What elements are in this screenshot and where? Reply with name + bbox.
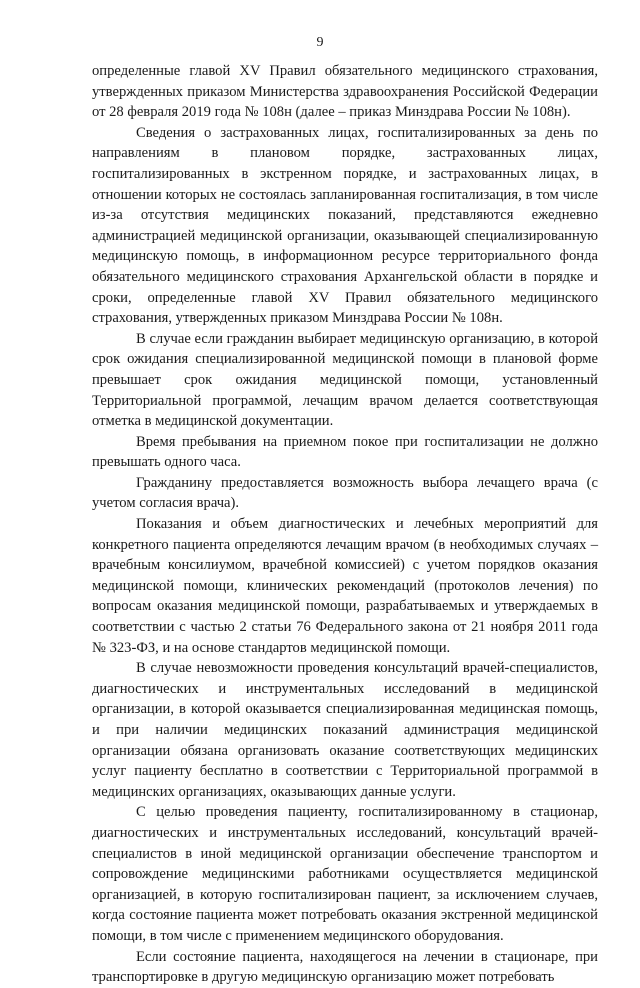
- paragraph-patient-condition: Если состояние пациента, находящегося на лечении в стационаре, при транспортировке в другую медицинскую организацию может потребовать: [92, 948, 598, 986]
- paragraph-consultations-impossible: В случае невозможности проведения консультаций врачей-специалистов, диагностических и инструментальных исследований в медицинской организации, в которой оказывается специализированная медицинская помощь, и при наличии медицинских показаний администрация медицинской организации обязана организовать оказание соответствующих медицинских услуг пациенту бесплатно в соответствии с Территориальной программой в медицинских организациях, оказывающих данные услуги.: [92, 660, 598, 800]
- paragraph-doctor-choice: Гражданину предоставляется возможность выбора лечащего врача (с учетом согласия врача).: [92, 474, 598, 512]
- paragraph-admission-time: Время пребывания на приемном покое при госпитализации не должно превышать одного часа.: [92, 433, 598, 471]
- paragraph-continuation: определенные главой XV Правил обязательного медицинского страхования, утвержденных приказом Министерства здравоохранения Российской Федерации от 28 февраля 2019 года № 108н (далее – приказ Минздрава России № 108н).: [92, 63, 598, 121]
- paragraph-insured-persons-info: Сведения о застрахованных лицах, госпитализированных за день по направлениям в плановом порядке, застрахованных лицах, госпитализированных в экстренном порядке, и застрахованных лицах, в отношении которых не состоялась запланированная госпитализация, в том числе из-за отсутствия медицинских показаний, представляются ежедневно администрацией медицинской организации, оказывающей специализированную медицинскую помощь, в информационном ресурсе территориального фонда обязательного медицинского страхования Архангельской области в порядке и сроки, определенные главой XV Правил обязательного медицинского страхования, утвержденных приказом Минздрава России № 108н.: [92, 124, 598, 327]
- paragraph-organization-choice: В случае если гражданин выбирает медицинскую организацию, в которой срок ожидания специализированной медицинской помощи в плановой форме превышает срок ожидания медицинской помощи, установленный Территориальной программой, лечащим врачом делается соответствующая отметка в медицинской документации.: [92, 330, 598, 430]
- document-body: [92, 61, 598, 988]
- paragraph-diagnostic-scope: Показания и объем диагностических и лечебных мероприятий для конкретного пациента определяются лечащим врачом (в необходимых случаях – врачебным консилиумом, врачебной комиссией) с учетом порядков оказания медицинской помощи, клинических рекомендаций (протоколов лечения) по вопросам оказания медицинской помощи, разрабатываемых и утверждаемых в соответствии с частью 2 статьи 76 Федерального закона от 21 ноября 2011 года № 323-ФЗ, и на основе стандартов медицинской помощи.: [92, 516, 598, 656]
- paragraph-transport: С целью проведения пациенту, госпитализированному в стационар, диагностических и инструментальных исследований, консультаций врачей-специалистов в иной медицинской организации обеспечение транспортом и сопровождение медицинскими работниками осуществляется медицинской организацией, в которую госпитализирован пациент, за исключением случаев, когда состояние пациента может потребовать оказания экстренной медицинской помощи, в том числе с применением медицинского оборудования.: [92, 804, 598, 944]
- page-number: 9: [316, 35, 324, 50]
